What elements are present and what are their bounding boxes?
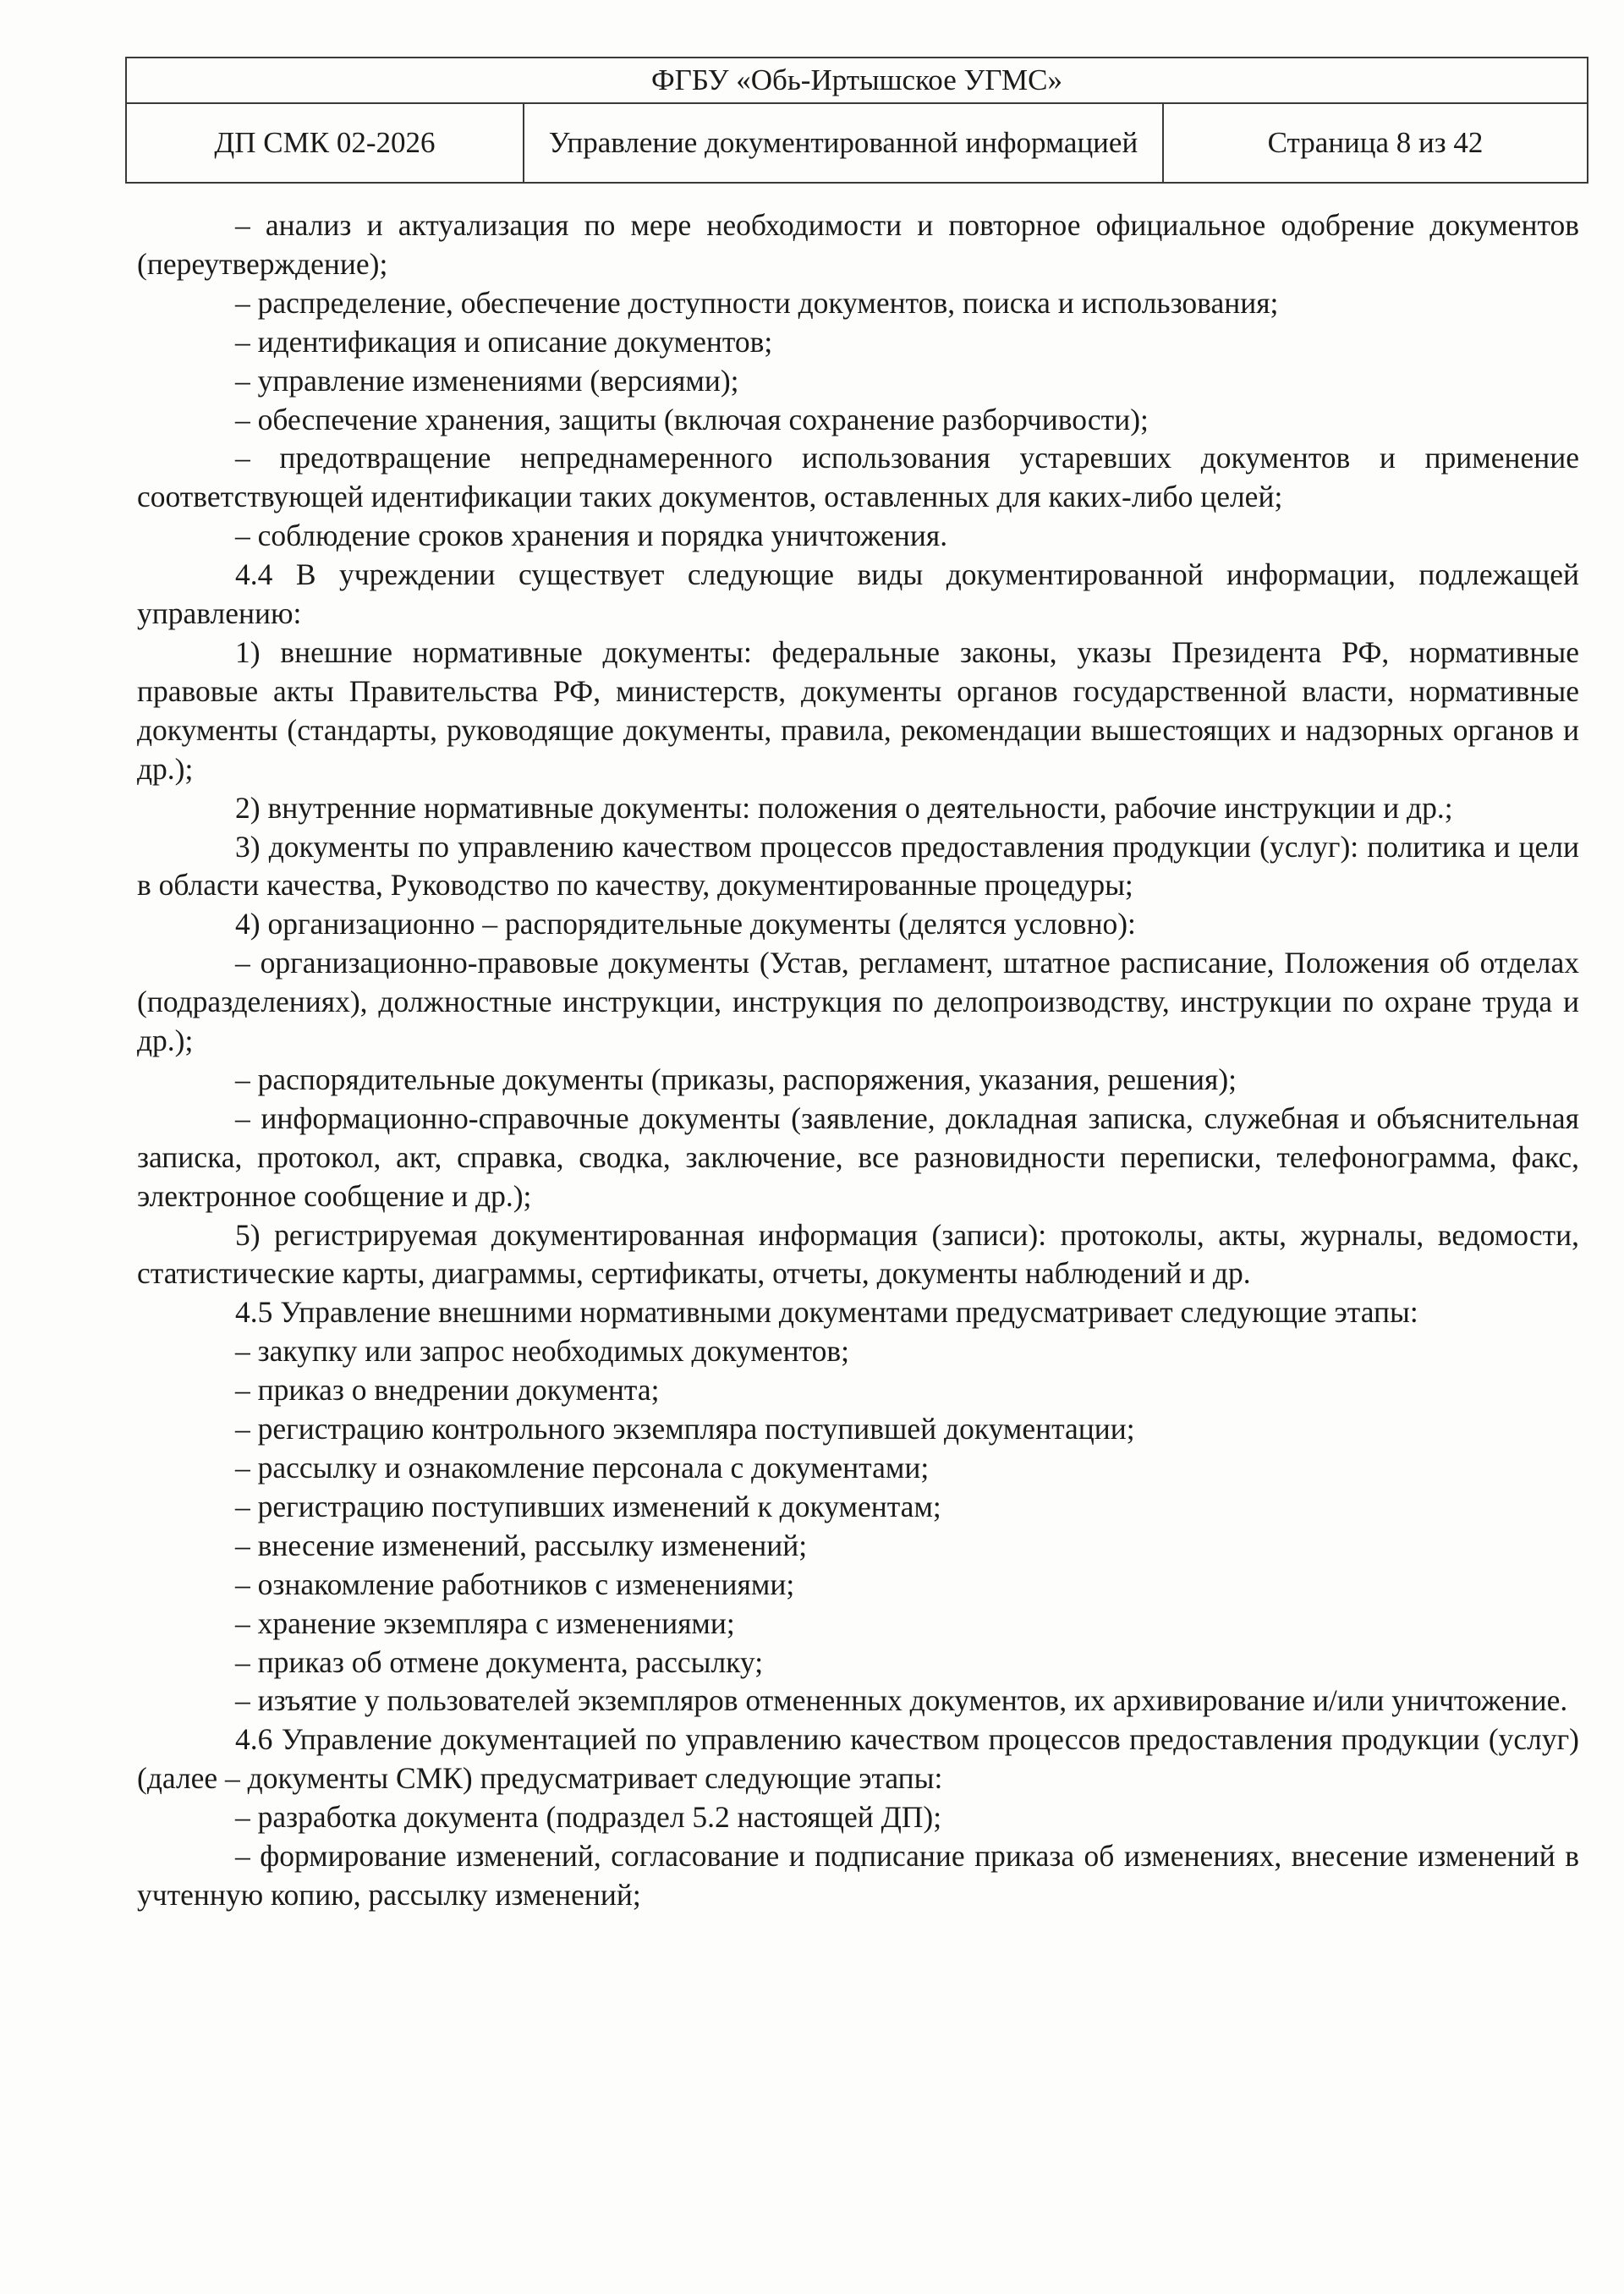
list-item: – регистрацию поступивших изменений к документам; xyxy=(235,1489,941,1523)
list-item: – ознакомление работников с изменениями; xyxy=(235,1567,795,1601)
document-body xyxy=(137,206,1579,1915)
list-item: – организационно-правовые документы (Устав, регламент, штатное расписание, Положения об отделах (подразделениях), должностные инструкции, инструкция по делопроизводству, инструкции по охране труда и др.); xyxy=(137,946,1579,1058)
page-number: Страница 8 из 42 xyxy=(1163,103,1588,183)
section-paragraph-4-4: 4.4 В учреждении существует следующие виды документированной информации, подлежащей управлению: xyxy=(137,557,1579,631)
list-item: – обеспечение хранения, защиты (включая сохранение разборчивости); xyxy=(235,402,1149,436)
list-item: – разработка документа (подраздел 5.2 настоящей ДП); xyxy=(235,1800,942,1835)
list-item: – рассылку и ознакомление персонала с документами; xyxy=(235,1451,930,1485)
list-item: 1) внешние нормативные документы: федеральные законы, указы Президента РФ, нормативные правовые акты Правительства РФ, министерств, документы органов государственной власти, нормативные документы (стандарты, руководящие документы, правила, рекомендации вышестоящих и надзорных органов и др.); xyxy=(137,634,1579,786)
list-item: – распределение, обеспечение доступности документов, поиска и использования; xyxy=(235,285,1279,320)
list-item: – приказ об отмене документа, рассылку; xyxy=(235,1644,764,1679)
list-item: – анализ и актуализация по мере необходимости и повторное официальное одобрение документов (переутверждение); xyxy=(137,208,1579,281)
list-item: – изъятие у пользователей экземпляров отмененных документов, их архивирование и/или уничтожение. xyxy=(235,1683,1568,1718)
list-item: 2) внутренние нормативные документы: положения о деятельности, рабочие инструкции и др.; xyxy=(235,790,1453,825)
list-item: – закупку или запрос необходимых документов; xyxy=(235,1334,849,1369)
list-item: – хранение экземпляра с изменениями; xyxy=(235,1605,735,1640)
list-item: – распорядительные документы (приказы, распоряжения, указания, решения); xyxy=(235,1062,1237,1096)
organization-name: ФГБУ «Обь-Иртышское УГМС» xyxy=(126,58,1588,103)
document-code: ДП СМК 02-2026 xyxy=(126,103,524,183)
list-item: 4) организационно – распорядительные документы (делятся условно): xyxy=(235,907,1136,941)
list-item: 3) документы по управлению качеством процессов предоставления продукции (услуг): политика и цели в области качества, Руководство по качеству, документированные процедуры; xyxy=(137,829,1579,903)
list-item: – приказ о внедрении документа; xyxy=(235,1373,660,1408)
header-table xyxy=(125,57,1588,184)
document-title: Управление документированной информацией xyxy=(524,103,1163,183)
list-item: – идентификация и описание документов; xyxy=(235,324,773,359)
list-item: 5) регистрируемая документированная информация (записи): протоколы, акты, журналы, ведомости, статистические карты, диаграммы, сертификаты, отчеты, документы наблюдений и др. xyxy=(137,1217,1579,1291)
list-item: – предотвращение непреднамеренного использования устаревших документов и применение соответствующей идентификации таких документов, оставленных для каких-либо целей; xyxy=(137,441,1579,514)
list-item: – информационно-справочные документы (заявление, докладная записка, служебная и объяснительная записка, протокол, акт, справка, сводка, заключение, все разновидности переписки, телефонограмма, факс, электронное сообщение и др.); xyxy=(137,1100,1579,1213)
list-item: – внесение изменений, рассылку изменений; xyxy=(235,1528,808,1562)
list-item: – регистрацию контрольного экземпляра поступившей документации; xyxy=(235,1412,1135,1446)
list-item: – управление изменениями (версиями); xyxy=(235,363,739,398)
section-paragraph-4-6: 4.6 Управление документацией по управлению качеством процессов предоставления продукции (услуг) (далее – документы СМК) предусматривает следующие этапы: xyxy=(137,1722,1579,1796)
section-paragraph-4-5: 4.5 Управление внешними нормативными документами предусматривает следующие этапы: xyxy=(235,1295,1418,1330)
list-item: – соблюдение сроков хранения и порядка уничтожения. xyxy=(235,519,948,553)
list-item: – формирование изменений, согласование и подписание приказа об изменениях, внесение изменений в учтенную копию, рассылку изменений; xyxy=(137,1839,1579,1912)
